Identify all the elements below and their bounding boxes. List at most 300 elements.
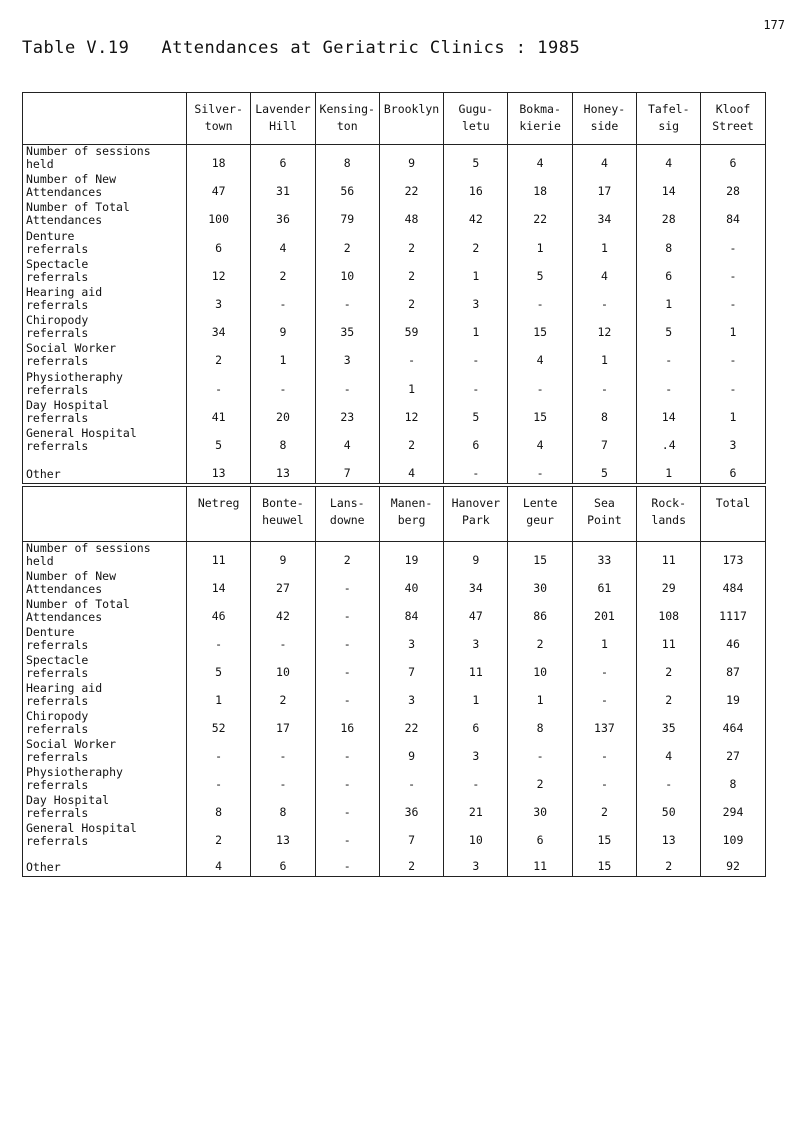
table-cell: - bbox=[315, 822, 379, 850]
table-row bbox=[23, 738, 766, 766]
column-header-line: Hanover bbox=[451, 496, 501, 510]
table-row bbox=[23, 229, 766, 257]
table-cell: 1 bbox=[251, 342, 315, 370]
table-cell: 3 bbox=[187, 286, 251, 314]
table-cell: 52 bbox=[187, 710, 251, 738]
table-cell: 1 bbox=[701, 399, 765, 427]
row-label bbox=[23, 542, 187, 571]
table-cell: 10 bbox=[251, 654, 315, 682]
table-cell: 10 bbox=[444, 822, 508, 850]
table-cell: - bbox=[508, 370, 572, 398]
table-row bbox=[23, 314, 766, 342]
row-label-line: referrals bbox=[26, 666, 89, 680]
table-cell: - bbox=[444, 370, 508, 398]
row-label-line: Attendances bbox=[26, 185, 103, 200]
table-cell: 84 bbox=[701, 201, 765, 229]
row-label bbox=[23, 822, 187, 850]
row-label-line: Number of Total bbox=[26, 200, 130, 215]
table-cell: 27 bbox=[701, 738, 765, 766]
table-cell: 2 bbox=[315, 542, 379, 571]
table-cell: 14 bbox=[637, 399, 701, 427]
table-cell: - bbox=[572, 682, 636, 710]
row-label bbox=[23, 794, 187, 822]
table-cell: - bbox=[251, 370, 315, 398]
table-row bbox=[23, 542, 766, 571]
table-cell: 17 bbox=[251, 710, 315, 738]
table-cell: 2 bbox=[187, 822, 251, 850]
row-label-line: referrals bbox=[26, 834, 89, 848]
column-header bbox=[379, 487, 443, 542]
table-cell: 7 bbox=[572, 427, 636, 455]
column-header bbox=[251, 487, 315, 542]
table-cell: 9 bbox=[251, 314, 315, 342]
table-cell: 2 bbox=[508, 626, 572, 654]
column-header bbox=[444, 93, 508, 145]
table-cell: 1 bbox=[379, 370, 443, 398]
table-cell: 2 bbox=[187, 342, 251, 370]
table-cell: 42 bbox=[251, 598, 315, 626]
row-label bbox=[23, 570, 187, 598]
table-cell: 484 bbox=[701, 570, 765, 598]
table-cell: 34 bbox=[187, 314, 251, 342]
row-label bbox=[23, 258, 187, 286]
table-cell: 17 bbox=[572, 173, 636, 201]
column-header-line: Lavender bbox=[255, 102, 311, 116]
page-number: 177 bbox=[763, 18, 785, 32]
table-cell: 84 bbox=[379, 598, 443, 626]
row-label-line: Chiropody bbox=[26, 313, 89, 328]
row-label-line: Attendances bbox=[26, 213, 103, 228]
table-cell: 2 bbox=[637, 850, 701, 876]
table-cell: 61 bbox=[572, 570, 636, 598]
column-header-line: Lente bbox=[522, 496, 558, 510]
row-label bbox=[23, 598, 187, 626]
table-cell: 3 bbox=[444, 286, 508, 314]
table-row bbox=[23, 850, 766, 876]
table-cell: 87 bbox=[701, 654, 765, 682]
table-cell: 34 bbox=[444, 570, 508, 598]
table-cell: 13 bbox=[251, 822, 315, 850]
table-cell: 4 bbox=[508, 427, 572, 455]
row-label bbox=[23, 201, 187, 229]
table-cell: 8 bbox=[251, 427, 315, 455]
table-cell: - bbox=[315, 370, 379, 398]
row-label-line: referrals bbox=[26, 806, 89, 820]
table-cell: - bbox=[315, 766, 379, 794]
table-cell: 18 bbox=[187, 145, 251, 174]
table-cell: 6 bbox=[444, 710, 508, 738]
table-cell: 46 bbox=[701, 626, 765, 654]
table-cell: 1 bbox=[572, 342, 636, 370]
table-cell: 5 bbox=[444, 145, 508, 174]
table-cell: 6 bbox=[508, 822, 572, 850]
table-cell: - bbox=[315, 626, 379, 654]
table-cell: - bbox=[251, 738, 315, 766]
table-cell: 1 bbox=[701, 314, 765, 342]
table-cell: - bbox=[701, 370, 765, 398]
table-cell: 27 bbox=[251, 570, 315, 598]
table-cell: 21 bbox=[444, 794, 508, 822]
table-cell: 6 bbox=[251, 145, 315, 174]
column-header-line: heuwel bbox=[262, 513, 304, 527]
row-label bbox=[23, 370, 187, 398]
attendance-table-1 bbox=[22, 92, 766, 484]
table-cell: 1117 bbox=[701, 598, 765, 626]
table-cell: - bbox=[508, 738, 572, 766]
table-cell: 12 bbox=[187, 258, 251, 286]
table-cell: 16 bbox=[315, 710, 379, 738]
table-cell: 31 bbox=[251, 173, 315, 201]
row-label-line: Physiotheraphy bbox=[26, 765, 123, 779]
table-cell: 4 bbox=[572, 258, 636, 286]
column-header-line: Street bbox=[712, 119, 754, 133]
table-cell: 7 bbox=[379, 654, 443, 682]
table-cell: 2 bbox=[379, 258, 443, 286]
table-cell: 109 bbox=[701, 822, 765, 850]
row-label-line: referrals bbox=[26, 354, 89, 369]
row-label-line: referrals bbox=[26, 382, 89, 397]
table-cell: 36 bbox=[379, 794, 443, 822]
column-header-line: Point bbox=[587, 513, 622, 527]
row-label-line: referrals bbox=[26, 297, 89, 312]
header-row bbox=[23, 93, 766, 145]
table-cell: 34 bbox=[572, 201, 636, 229]
table-cell: 6 bbox=[444, 427, 508, 455]
table-cell: 2 bbox=[379, 286, 443, 314]
table-cell: 1 bbox=[572, 626, 636, 654]
table-cell: 6 bbox=[701, 455, 765, 483]
column-header-line: Bokma- bbox=[519, 102, 561, 116]
table-cell: 8 bbox=[251, 794, 315, 822]
table-cell: 15 bbox=[572, 850, 636, 876]
table-cell: - bbox=[315, 286, 379, 314]
row-label-line: referrals bbox=[26, 269, 89, 284]
table-cell: 5 bbox=[187, 427, 251, 455]
table-cell: 2 bbox=[572, 794, 636, 822]
row-label bbox=[23, 342, 187, 370]
table-cell: 11 bbox=[187, 542, 251, 571]
row-label-line: Spectacle bbox=[26, 256, 89, 271]
row-label-line: referrals bbox=[26, 241, 89, 256]
table-row bbox=[23, 427, 766, 455]
column-header bbox=[701, 93, 765, 145]
table-cell: 8 bbox=[572, 399, 636, 427]
table-cell: - bbox=[315, 570, 379, 598]
row-label-line: General Hospital bbox=[26, 821, 137, 835]
table-cell: - bbox=[444, 766, 508, 794]
table-cell: 3 bbox=[379, 682, 443, 710]
table-cell: 4 bbox=[251, 229, 315, 257]
row-label bbox=[23, 314, 187, 342]
column-header bbox=[187, 487, 251, 542]
row-label-line: Attendances bbox=[26, 610, 103, 624]
row-label-line: Spectacle bbox=[26, 653, 89, 667]
table-cell: 173 bbox=[701, 542, 765, 571]
column-header bbox=[315, 487, 379, 542]
table-cell: 19 bbox=[701, 682, 765, 710]
row-label bbox=[23, 850, 187, 876]
page-title: Table V.19 Attendances at Geriatric Clinics : 1985 bbox=[22, 38, 581, 58]
table-cell: 18 bbox=[508, 173, 572, 201]
corner-cell bbox=[23, 487, 187, 542]
table-cell: 11 bbox=[444, 654, 508, 682]
row-label-line: referrals bbox=[26, 722, 89, 736]
table-cell: 2 bbox=[637, 682, 701, 710]
table-cell: 2 bbox=[637, 654, 701, 682]
column-header-line: ton bbox=[336, 119, 358, 133]
table-cell: 12 bbox=[379, 399, 443, 427]
row-label-line: Social Worker bbox=[26, 341, 117, 356]
column-header bbox=[572, 487, 636, 542]
column-header-line: kierie bbox=[519, 119, 561, 133]
table-cell: 14 bbox=[187, 570, 251, 598]
column-header bbox=[251, 93, 315, 145]
row-label bbox=[23, 455, 187, 483]
column-header-line: Total bbox=[715, 496, 751, 510]
table-row bbox=[23, 342, 766, 370]
row-label bbox=[23, 399, 187, 427]
column-header-line: downe bbox=[329, 513, 365, 527]
table-cell: 19 bbox=[379, 542, 443, 571]
table-cell: - bbox=[572, 370, 636, 398]
table-cell: 15 bbox=[508, 314, 572, 342]
table-row bbox=[23, 145, 766, 174]
row-label bbox=[23, 654, 187, 682]
row-label-line: referrals bbox=[26, 694, 89, 708]
table-cell: 9 bbox=[379, 145, 443, 174]
table-row bbox=[23, 766, 766, 794]
column-header-line: Silver- bbox=[194, 102, 243, 116]
table-row bbox=[23, 370, 766, 398]
column-header bbox=[379, 93, 443, 145]
table-cell: 35 bbox=[315, 314, 379, 342]
table-cell: 28 bbox=[637, 201, 701, 229]
row-label-line: Number of New bbox=[26, 172, 117, 187]
table-cell: - bbox=[251, 766, 315, 794]
corner-cell bbox=[23, 93, 187, 145]
table-cell: 2 bbox=[379, 427, 443, 455]
table-cell: 6 bbox=[187, 229, 251, 257]
table-cell: 4 bbox=[637, 738, 701, 766]
table-cell: 35 bbox=[637, 710, 701, 738]
row-label-line: Hearing aid bbox=[26, 284, 103, 299]
row-label-line: Number of sessions bbox=[26, 541, 151, 555]
row-label-line: Attendances bbox=[26, 582, 103, 596]
table-cell: 2 bbox=[379, 229, 443, 257]
table-cell: .4 bbox=[637, 427, 701, 455]
row-label-line: Day Hospital bbox=[26, 793, 110, 807]
table-cell: 46 bbox=[187, 598, 251, 626]
row-label-line: held bbox=[26, 554, 54, 568]
column-header-line: letu bbox=[461, 119, 490, 133]
table-cell: 13 bbox=[637, 822, 701, 850]
table-cell: 13 bbox=[187, 455, 251, 483]
table-cell: 8 bbox=[637, 229, 701, 257]
table-cell: - bbox=[701, 229, 765, 257]
table-row bbox=[23, 710, 766, 738]
table-cell: - bbox=[379, 766, 443, 794]
table-cell: 108 bbox=[637, 598, 701, 626]
table-cell: 5 bbox=[508, 258, 572, 286]
table-cell: 42 bbox=[444, 201, 508, 229]
table-cell: - bbox=[637, 766, 701, 794]
table-cell: 9 bbox=[251, 542, 315, 571]
table-cell: 1 bbox=[187, 682, 251, 710]
table-cell: - bbox=[187, 370, 251, 398]
table-cell: - bbox=[572, 286, 636, 314]
table-cell: 3 bbox=[315, 342, 379, 370]
column-header bbox=[572, 93, 636, 145]
row-label bbox=[23, 173, 187, 201]
attendance-table-2 bbox=[22, 486, 766, 877]
table-cell: 5 bbox=[187, 654, 251, 682]
row-label-line: Denture bbox=[26, 625, 75, 639]
table-cell: - bbox=[315, 794, 379, 822]
table-cell: - bbox=[444, 342, 508, 370]
table-cell: 5 bbox=[572, 455, 636, 483]
table-cell: 11 bbox=[637, 542, 701, 571]
table-cell: 48 bbox=[379, 201, 443, 229]
row-label bbox=[23, 766, 187, 794]
column-header-line: Rock- bbox=[651, 496, 687, 510]
row-label bbox=[23, 626, 187, 654]
table-cell: 6 bbox=[251, 850, 315, 876]
table-row bbox=[23, 654, 766, 682]
table-cell: 1 bbox=[572, 229, 636, 257]
column-header-line: town bbox=[204, 119, 233, 133]
table-cell: 1 bbox=[508, 682, 572, 710]
table-row bbox=[23, 173, 766, 201]
column-header-line: Gugu- bbox=[458, 102, 494, 116]
column-header bbox=[637, 93, 701, 145]
table-cell: 2 bbox=[315, 229, 379, 257]
table-cell: 30 bbox=[508, 570, 572, 598]
table-cell: 3 bbox=[701, 427, 765, 455]
table-row bbox=[23, 286, 766, 314]
table-row bbox=[23, 570, 766, 598]
row-label-line: Denture bbox=[26, 228, 75, 243]
table-cell: 92 bbox=[701, 850, 765, 876]
table-cell: 4 bbox=[379, 455, 443, 483]
table-cell: - bbox=[572, 766, 636, 794]
table-cell: 40 bbox=[379, 570, 443, 598]
table-cell: 20 bbox=[251, 399, 315, 427]
table-cell: 16 bbox=[444, 173, 508, 201]
table-cell: 7 bbox=[315, 455, 379, 483]
table-cell: - bbox=[251, 286, 315, 314]
column-header-line: Park bbox=[461, 513, 490, 527]
table-row bbox=[23, 455, 766, 483]
column-header-line: Kloof bbox=[715, 102, 751, 116]
table-cell: 4 bbox=[637, 145, 701, 174]
table-cell: 10 bbox=[508, 654, 572, 682]
column-header-line: Manen- bbox=[390, 496, 433, 510]
row-label bbox=[23, 682, 187, 710]
table-cell: 86 bbox=[508, 598, 572, 626]
table-cell: - bbox=[187, 626, 251, 654]
row-label-line: referrals bbox=[26, 438, 89, 453]
table-cell: - bbox=[637, 342, 701, 370]
column-header-line: Bonte- bbox=[262, 496, 304, 510]
table-cell: - bbox=[315, 598, 379, 626]
table-cell: 36 bbox=[251, 201, 315, 229]
table-row bbox=[23, 682, 766, 710]
table-row bbox=[23, 258, 766, 286]
table-cell: 1 bbox=[444, 682, 508, 710]
table-cell: - bbox=[251, 626, 315, 654]
table-cell: 7 bbox=[379, 822, 443, 850]
table-cell: 2 bbox=[508, 766, 572, 794]
table-cell: - bbox=[187, 766, 251, 794]
column-header bbox=[701, 487, 765, 542]
row-label-line: referrals bbox=[26, 750, 89, 764]
table-cell: 5 bbox=[444, 399, 508, 427]
column-header-line: lands bbox=[651, 513, 687, 527]
table-cell: - bbox=[508, 455, 572, 483]
table-cell: 11 bbox=[508, 850, 572, 876]
table-cell: 6 bbox=[701, 145, 765, 174]
table-row bbox=[23, 822, 766, 850]
column-header-line: Kensing- bbox=[319, 102, 375, 116]
table-cell: - bbox=[572, 738, 636, 766]
column-header bbox=[444, 487, 508, 542]
table-cell: 22 bbox=[379, 173, 443, 201]
table-cell: 1 bbox=[637, 455, 701, 483]
table-cell: 28 bbox=[701, 173, 765, 201]
row-label-line: Number of sessions bbox=[26, 144, 151, 158]
header-row bbox=[23, 487, 766, 542]
table-cell: - bbox=[572, 654, 636, 682]
table-cell: 2 bbox=[251, 258, 315, 286]
table-cell: 5 bbox=[637, 314, 701, 342]
table-cell: 79 bbox=[315, 201, 379, 229]
row-label-line: referrals bbox=[26, 638, 89, 652]
row-label bbox=[23, 229, 187, 257]
column-header-line: berg bbox=[397, 513, 426, 527]
table-cell: 4 bbox=[572, 145, 636, 174]
table-cell: 56 bbox=[315, 173, 379, 201]
row-label-line: Hearing aid bbox=[26, 681, 103, 695]
row-label-line: Other bbox=[26, 859, 61, 874]
column-header-line: geur bbox=[526, 513, 554, 527]
table-cell: - bbox=[637, 370, 701, 398]
row-label-line: General Hospital bbox=[26, 425, 137, 440]
table-cell: 4 bbox=[508, 145, 572, 174]
table-cell: 294 bbox=[701, 794, 765, 822]
table-row bbox=[23, 598, 766, 626]
row-label-line: Other bbox=[26, 466, 61, 481]
table-cell: - bbox=[379, 342, 443, 370]
column-header-line: Tafel- bbox=[647, 102, 690, 116]
table-cell: 464 bbox=[701, 710, 765, 738]
table-cell: 14 bbox=[637, 173, 701, 201]
table-cell: 50 bbox=[637, 794, 701, 822]
row-label bbox=[23, 738, 187, 766]
table-cell: 8 bbox=[508, 710, 572, 738]
table-cell: 2 bbox=[379, 850, 443, 876]
table-cell: - bbox=[701, 286, 765, 314]
column-header bbox=[187, 93, 251, 145]
row-label-line: held bbox=[26, 157, 54, 171]
column-header-line: Hill bbox=[269, 119, 297, 133]
row-label-line: Day Hospital bbox=[26, 397, 110, 412]
table-cell: 4 bbox=[508, 342, 572, 370]
table-cell: 201 bbox=[572, 598, 636, 626]
row-label-line: referrals bbox=[26, 410, 89, 425]
table-cell: 3 bbox=[444, 626, 508, 654]
table-cell: 2 bbox=[251, 682, 315, 710]
table-cell: 3 bbox=[444, 850, 508, 876]
